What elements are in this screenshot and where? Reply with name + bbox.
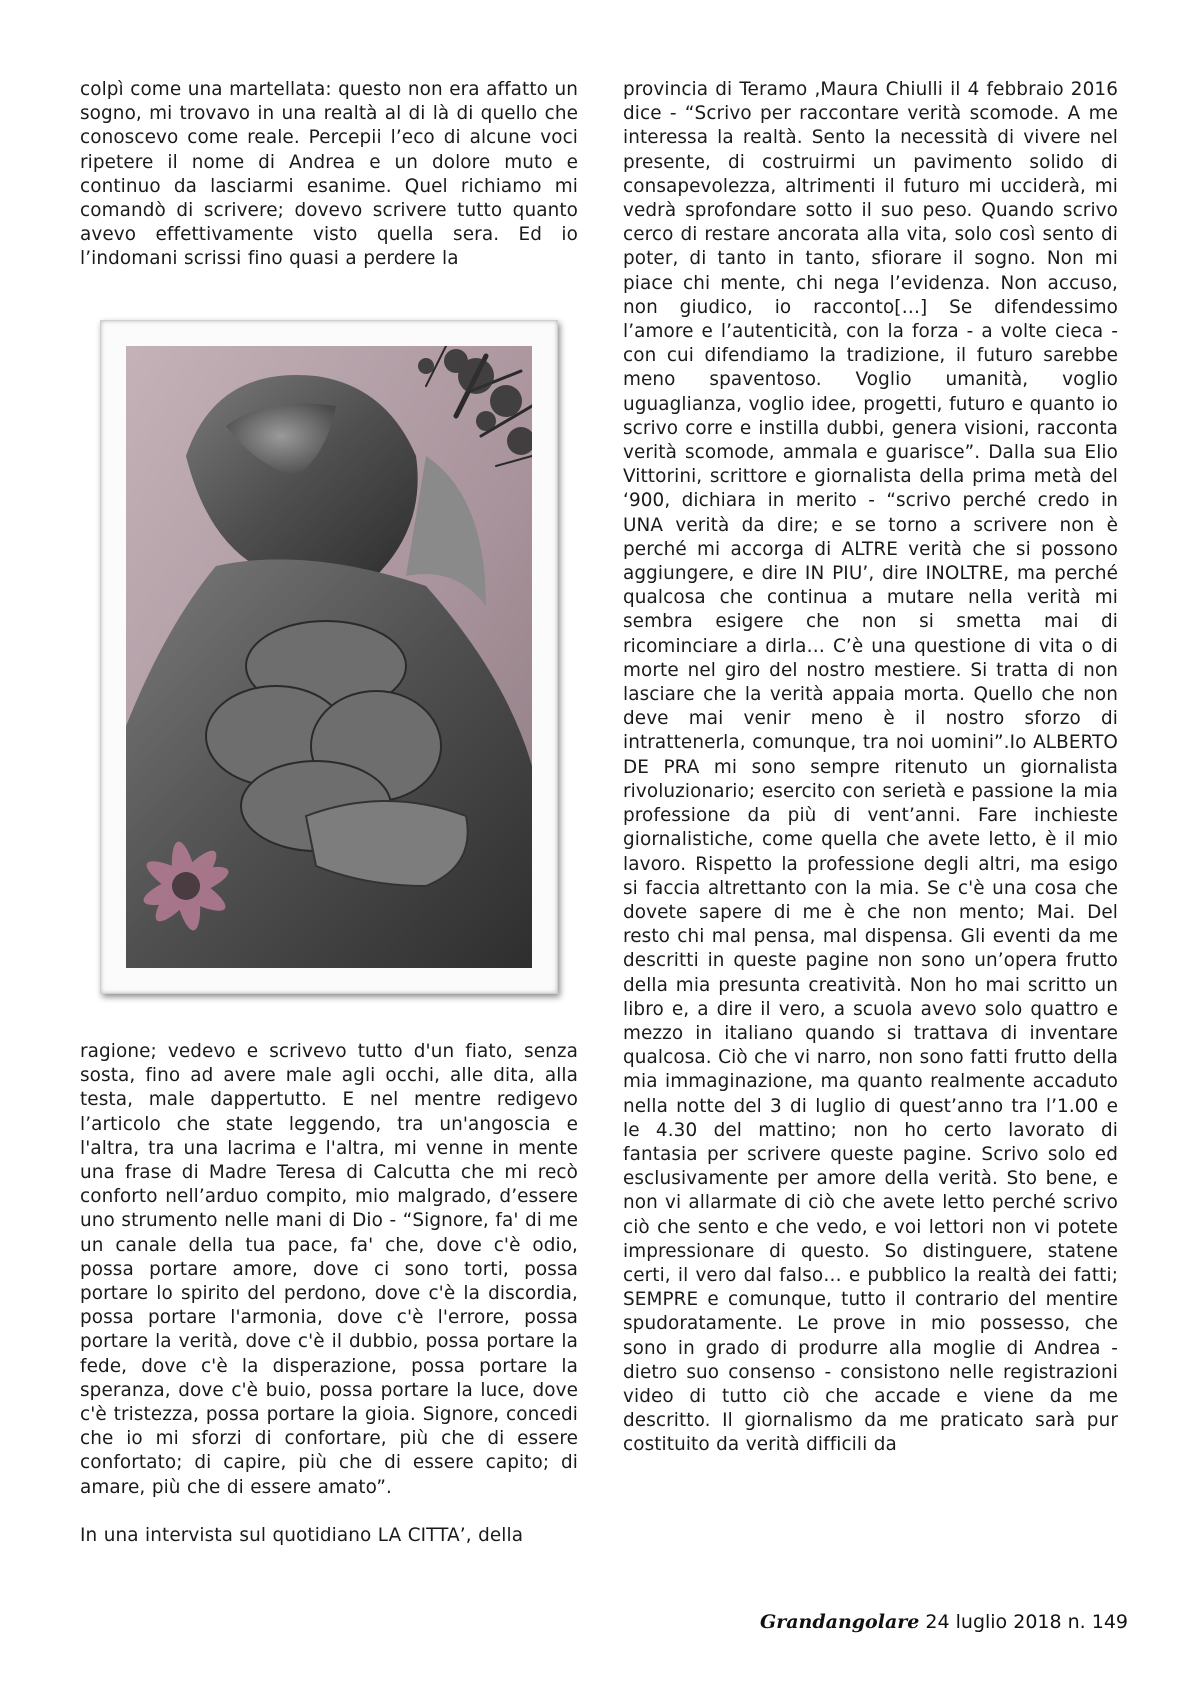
angel-statue-photo (126, 346, 532, 968)
left-column-top-text (80, 78, 578, 272)
photo-frame (100, 320, 558, 994)
issue-info: 24 luglio 2018 n. 149 (925, 1611, 1129, 1633)
right-column-text (623, 78, 1118, 1458)
paragraph: ragione; vedevo e scrivevo tutto d'un fiato, senza sosta, fino ad avere male agli occhi, alle dita, alla testa, male dappertutto. E nel mentre redigevo l’articolo che state leggendo, tra un'angoscia e l'altra, tra una lacrima e l'altra, mi venne in mente una frase di Madre Teresa di Calcutta che mi recò conforto nell’arduo compito, mio malgrado, d’essere uno strumento nelle mani di Dio - “Signore, fa' di me un canale della tua pace, fa' che, dove c'è odio, possa portare amore, dove ci sono torti, possa portare lo spirito del perdono, dove c'è la discordia, possa portare l'armonia, dove c'è l'errore, possa portare la verità, dove c'è il dubbio, possa portare la fede, dove c'è la disperazione, possa portare la speranza, dove c'è buio, possa portare la luce, dove c'è tristezza, possa portare la gioia. Signore, concedi che io mi sforzi di confortare, più che di essere confortato; di capire, più che di essere capito; di amare, più che di essere amato”. (80, 1041, 578, 1498)
page-footer (760, 1611, 1128, 1633)
publication-name: Grandangolare (760, 1611, 920, 1633)
paragraph: In una intervista sul quotidiano LA CITTA’, della (80, 1524, 524, 1546)
paragraph: provincia di Teramo ,Maura Chiulli il 4 febbraio 2016 dice - “Scrivo per raccontare verità scomode. A me interessa la realtà. Sento la necessità di vivere nel presente, di costruirmi un pavimento solido di consapevolezza, altrimenti il futuro mi ucciderà, mi vedrà sprofondare sotto il suo peso. Quando scrivo cerco di restare ancorata alla vita, solo così sento di poter, di tanto in tanto, sfiorare il sogno. Non mi piace chi mente, chi nega l’evidenza. Non accuso, non giudico, io racconto[…] Se difendessimo l’amore e l’autenticità, con la forza - a volte cieca - con cui difendiamo la tradizione, il futuro sarebbe meno spaventoso. Voglio umanità, voglio uguaglianza, voglio idee, progetti, futuro e quanto io scrivo corre e instilla dubbi, genera visioni, racconta verità scomode, ammala e guarisce”. Dalla sua Elio Vittorini, scrittore e giornalista della prima metà del ‘900, dichiara in merito - “scrivo perché credo in UNA verità da dire; e se torno a scrivere non è perché mi accorga di ALTRE verità che si possono aggiungere, e dire IN PIU’, dire INOLTRE, ma perché qualcosa che continua a mutare nella verità mi sembra esigere che non si smetta mai di ricominciare a dirla… C’è una questione di vita o di morte nel giro del nostro mestiere. Si tratta di non lasciare che la verità appaia morta. Quello che non deve mai venir meno è il nostro sforzo di intrattenerla, comunque, tra noi uomini”.Io ALBERTO DE PRA mi sono sempre ritenuto un giornalista rivoluzionario; esercito con serietà e passione la mia professione da più di vent’anni. Fare inchieste giornalistiche, come quella che avete letto, è il mio lavoro. Rispetto la professione degli altri, ma esigo si faccia altrettanto con la mia. Se c'è una cosa che dovete sapere di me è che non mento; Mai. Del resto chi mal pensa, mal dispensa. Gli eventi da me descritti in queste pagine non sono un’opera frutto della mia presunta creatività. Non ho mai scritto un libro e, a dire il vero, a scuola avevo solo quattro e mezzo in italiano quando si trattava di inventare qualcosa. Ciò che vi narro, non sono fatti frutto della mia immaginazione, ma quanto realmente accaduto nella notte del 3 di luglio di quest’anno tra l’1.00 e le 4.30 del mattino; non ho certo lavorato di fantasia per scrivere queste pagine. Scrivo solo ed esclusivamente per amore della verità. Sto bene, e non vi allarmate di ciò che avete letto perché scrivo ciò che sento e che vedo, e voi lettori non vi potete impressionare di questo. So distinguere, statene certi, il vero dal falso… e pubblico la realtà dei fatti; SEMPRE e comunque, tutto il contrario del mentire spudoratamente. Le prove in mio possesso, che sono in grado di produrre alla moglie di Andrea - dietro suo consenso - consistono nelle registrazioni video di tutto ciò che accade e viene da me descritto. Il giornalismo da me praticato sarà pur costituito da verità difficili da (623, 79, 1118, 1456)
left-column-bottom-text (80, 1040, 578, 1548)
paragraph: colpì come una martellata: questo non era affatto un sogno, mi trovavo in una realtà al di là di quello che conoscevo come reale. Percepii l’eco di alcune voci ripetere il nome di Andrea e un dolore muto e continuo da lasciarmi esanime. Quel richiamo mi comandò di scrivere; dovevo scrivere tutto quanto avevo effettivamente visto quella sera. Ed io l’indomani scrissi fino quasi a perdere la (80, 79, 578, 270)
